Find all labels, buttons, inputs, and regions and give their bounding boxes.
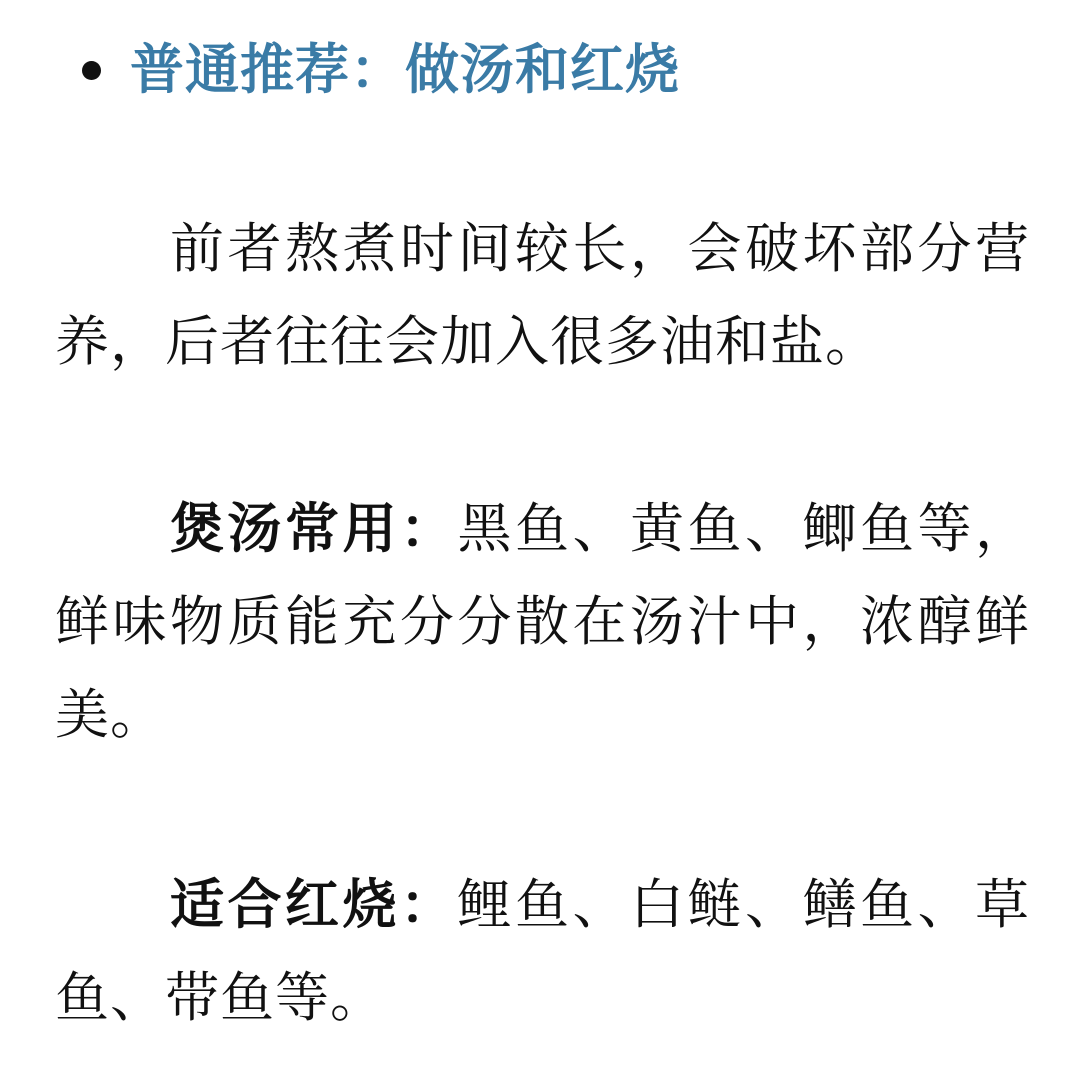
paragraph-indent [55, 499, 170, 559]
paragraph-braised-fish [55, 859, 1030, 1045]
paragraph-text: 鲤鱼、白鲢、鳝鱼、草鱼、带鱼等。 [55, 875, 1030, 1028]
paragraph-indent [55, 875, 170, 935]
paragraph-lead: 适合红烧： [170, 875, 458, 935]
paragraph-lead: 煲汤常用： [170, 499, 458, 559]
paragraph-indent [55, 219, 170, 279]
bullet-icon [82, 61, 101, 80]
paragraph-text: 前者熬煮时间较长，会破坏部分营养，后者往往会加入很多油和盐。 [55, 219, 1030, 372]
section-heading-text: 普通推荐：做汤和红烧 [130, 40, 680, 100]
paragraph-cooking-drawbacks [55, 203, 1030, 389]
paragraph-text: 黑鱼、黄鱼、鲫鱼等，鲜味物质能充分分散在汤汁中，浓醇鲜美。 [55, 499, 1030, 745]
paragraph-soup-fish [55, 483, 1030, 762]
section-heading [55, 24, 1030, 117]
